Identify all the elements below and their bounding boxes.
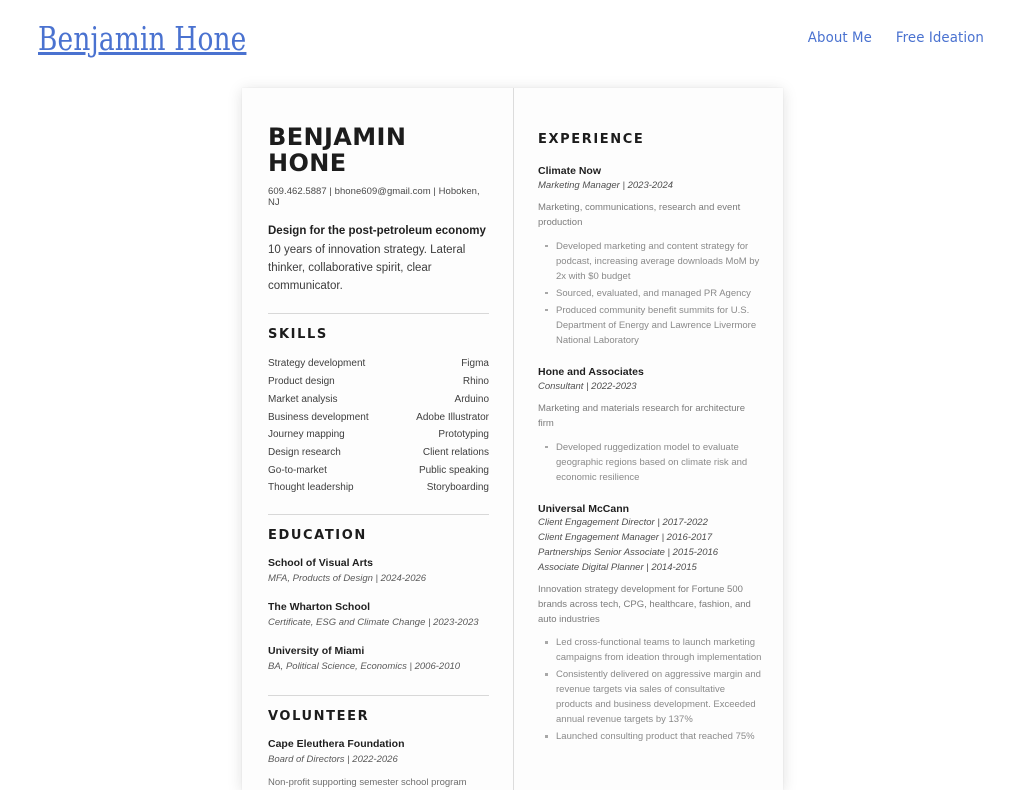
experience-item [538, 365, 763, 485]
experience-item [538, 502, 763, 745]
skill-row [268, 356, 489, 374]
experience-role: Partnerships Senior Associate | 2015-2016 [538, 546, 719, 558]
section-title-experience: EXPERIENCE [538, 132, 645, 147]
skill-row [268, 480, 489, 498]
skill-label-left: Design research [268, 446, 341, 458]
resume-name: BENJAMIN HONE [268, 123, 407, 178]
skill-label-right: Adobe Illustrator [416, 411, 489, 423]
volunteer-list [268, 737, 489, 790]
experience-summary: Marketing, communications, research and event production [538, 202, 741, 229]
experience-bullet: Sourced, evaluated, and managed PR Agency [543, 286, 763, 301]
skill-row [268, 391, 489, 409]
education-degree: BA, Political Science, Economics | 2006-2010 [268, 660, 461, 672]
skills-list [268, 356, 489, 498]
skill-label-right: Client relations [422, 446, 489, 458]
experience-bullet: Produced community benefit summits for U.S. Department of Energy and Lawrence Livermore National Laboratory [543, 303, 763, 348]
nav-link-free-ideation[interactable]: Free Ideation [896, 30, 985, 46]
main-navigation [805, 30, 988, 46]
skill-label-right: Public speaking [418, 464, 489, 476]
section-divider [268, 313, 489, 314]
experience-bullet: Developed ruggedization model to evaluate geographic regions based on climate risk and economic resilience [543, 440, 763, 485]
skill-row [268, 427, 489, 445]
skill-label-right: Prototyping [438, 429, 489, 441]
skill-label-left: Business development [268, 411, 369, 423]
resume-document [242, 88, 783, 790]
section-title-volunteer: VOLUNTEER [268, 709, 370, 725]
section-title-skills: SKILLS [268, 326, 328, 342]
skill-label-right: Figma [461, 358, 489, 370]
volunteer-entry [268, 737, 489, 790]
skill-label-left: Market analysis [268, 393, 338, 405]
experience-summary: Marketing and materials research for architecture firm [538, 403, 745, 429]
experience-role: Marketing Manager | 2023-2024 [538, 179, 674, 191]
section-divider [268, 695, 489, 696]
experience-company: Climate Now [538, 165, 602, 177]
volunteer-description: Non-profit supporting semester school program [268, 777, 467, 789]
experience-roles [538, 516, 763, 575]
education-entry [268, 644, 489, 674]
experience-company: Universal McCann [538, 502, 630, 515]
experience-company: Hone and Associates [538, 365, 644, 378]
experience-role: Associate Digital Planner | 2014-2015 [538, 561, 697, 573]
resume-tagline: Design for the post-petroleum economy [268, 224, 486, 237]
skill-label-left: Go-to-market [268, 464, 327, 476]
site-logo[interactable]: Benjamin Hone [38, 18, 247, 58]
education-school: School of Visual Arts [268, 557, 374, 570]
education-list [268, 556, 489, 674]
section-title-education: EDUCATION [268, 528, 367, 544]
experience-list [538, 164, 763, 744]
nav-link-about-me[interactable]: About Me [807, 30, 872, 46]
education-school: The Wharton School [268, 601, 371, 614]
skill-label-left: Strategy development [268, 358, 366, 370]
experience-role: Client Engagement Manager | 2016-2017 [538, 532, 713, 544]
experience-role: Consultant | 2022-2023 [538, 380, 637, 392]
experience-bullets [538, 635, 763, 744]
education-entry [268, 556, 489, 586]
skill-label-left: Thought leadership [268, 482, 354, 494]
experience-bullet: Launched consulting product that reached 75% [543, 729, 763, 744]
experience-bullet: Led cross-functional teams to launch marketing campaigns from ideation through implementation [543, 635, 763, 665]
volunteer-org: Cape Eleuthera Foundation [268, 738, 405, 751]
skill-row [268, 462, 489, 480]
section-divider [268, 514, 489, 515]
experience-bullet: Developed marketing and content strategy for podcast, increasing average downloads MoM by 2x with $0 budget [543, 239, 763, 284]
experience-roles [538, 179, 763, 194]
site-header [0, 0, 1024, 76]
experience-bullets [538, 440, 763, 485]
experience-roles [538, 380, 763, 395]
resume-summary: 10 years of innovation strategy. Lateral thinker, collaborative spirit, clear communicator. [268, 244, 466, 293]
skill-label-left: Journey mapping [268, 429, 345, 441]
skill-row [268, 374, 489, 392]
contact-line: 609.462.5887 | bhone609@gmail.com | Hoboken, NJ [268, 185, 480, 208]
skill-row [268, 444, 489, 462]
skill-label-left: Product design [268, 376, 335, 388]
experience-role: Client Engagement Director | 2017-2022 [538, 517, 708, 529]
education-degree: Certificate, ESG and Climate Change | 2023-2023 [268, 617, 479, 629]
skill-row [268, 409, 489, 427]
resume-right-column [513, 88, 783, 790]
education-school: University of Miami [268, 645, 365, 658]
education-entry [268, 600, 489, 630]
skill-label-right: Arduino [454, 393, 489, 405]
experience-bullets [538, 239, 763, 348]
experience-bullet: Consistently delivered on aggressive margin and revenue targets via sales of consultative products and business development. Exceeded annual revenue targets by 137% [543, 667, 763, 727]
experience-item [538, 164, 763, 348]
skill-label-right: Rhino [462, 376, 489, 388]
experience-summary: Innovation strategy development for Fortune 500 brands across tech, CPG, healthcare, fashion, and auto industries [538, 584, 751, 625]
resume-left-column [242, 88, 513, 790]
education-degree: MFA, Products of Design | 2024-2026 [268, 573, 427, 585]
skill-label-right: Storyboarding [426, 482, 489, 494]
volunteer-role: Board of Directors | 2022-2026 [268, 753, 398, 765]
